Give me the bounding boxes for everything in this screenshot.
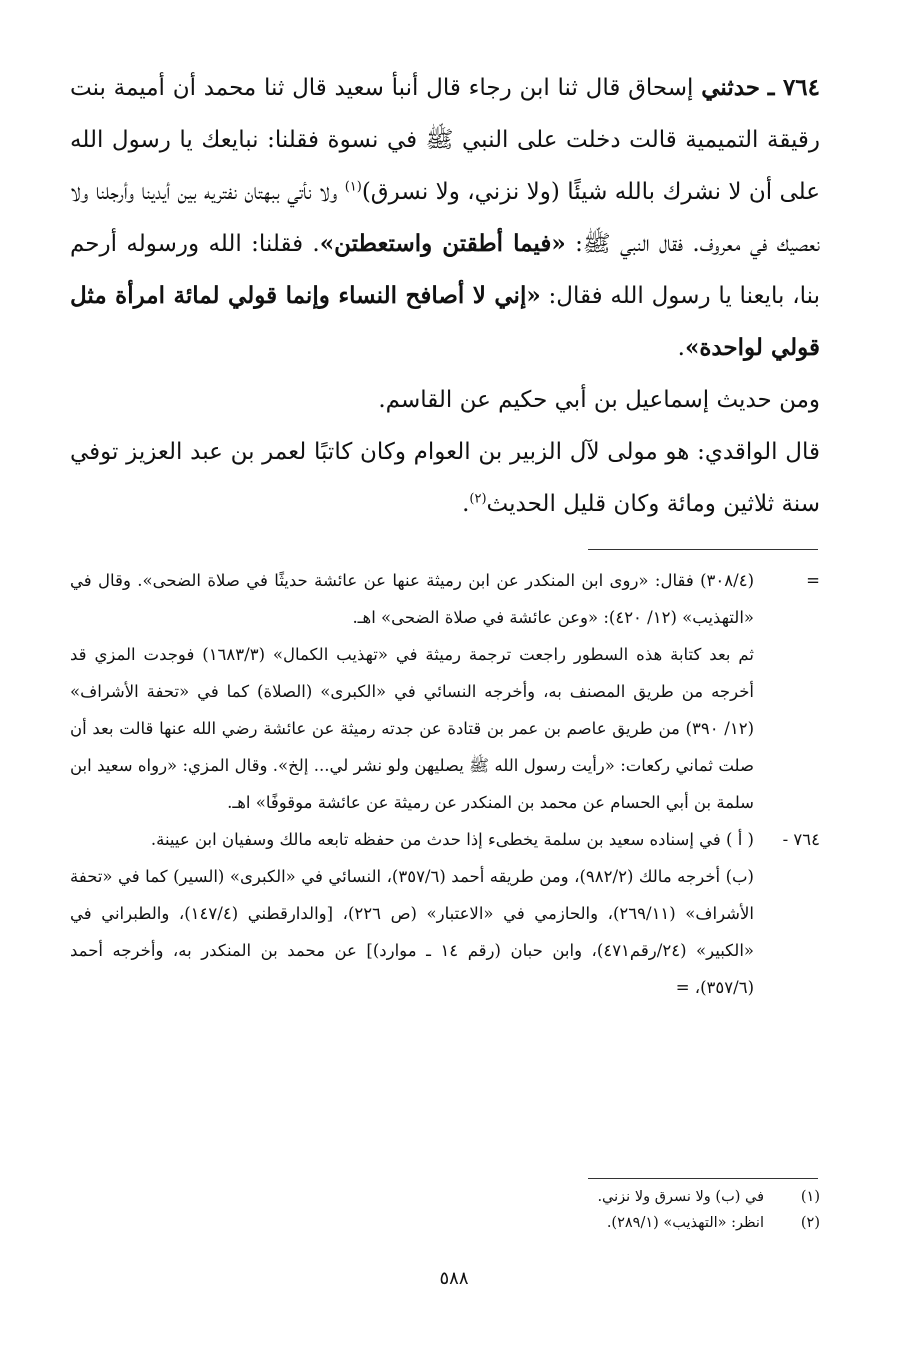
footnotes [70, 1184, 820, 1236]
footnote-1-number: (١) [800, 1189, 820, 1205]
hadith-text-end: . [677, 335, 685, 361]
note-paragraph-2: ثم بعد كتابة هذه السطور راجعت ترجمة رميثة في «تهذيب الكمال» (١٦٨٣/٣) فوجدت المزي قد أخرجه من طريق المصنف به، وأخرجه النسائي في «الكبرى» (الصلاة) كما في «تحفة الأشراف» (١٢/ ٣٩٠) من طريق عاصم بن عمر بن قتادة عن جدته رميثة عن عائشة رضي الله عنها قالت بعد أن صلت ثماني ركعات: «رأيت رسول الله ﷺ يصليهن ولو نشر لي... إلخ». وقال المزي: «رواه سعيد ابن سلمة بن أبي الحسام عن محمد بن المنكدر عن رميثة عن عائشة موقوفًا» اهـ. [70, 645, 754, 812]
prophet-quote-1: «فيما أطقتن واستعطتن» [319, 230, 566, 257]
note-764-a-text: ( أ ) في إسناده سعيد بن سلمة يخطىء إذا حدث من حفظه تابعه مالك وسفيان ابن عيينة. [150, 830, 754, 849]
footnote-1-text: في (ب) ولا نسرق ولا نزني. [597, 1189, 764, 1205]
waqidi-end: . [462, 491, 470, 517]
footnotes-separator [588, 1178, 818, 1179]
prophet-quote-2: «إني لا أصافح النساء وإنما قولي لمائة امرأة مثل قولي لواحدة» [70, 282, 820, 361]
hadith-text: إسحاق قال ثنا ابن رجاء قال أنبأ سعيد قال ثنا محمد أن أميمة بنت رقيقة التميمية قالت دخلت على النبي ﷺ في نسوة فقلنا: نبايعك يا رسول الله على أن لا نشرك بالله شيئًا (ولا نزني، ولا نسرق) [70, 75, 820, 205]
page-number: ٥٨٨ [439, 1268, 469, 1289]
main-text [70, 62, 820, 530]
notes-section [70, 562, 820, 1006]
note-764-b: (ب) أخرجه مالك (٩٨٢/٢)، ومن طريقه أحمد (٣٥٧/٦)، النسائي في «الكبرى» (السير) كما في «تحفة الأشراف» (٢٦٩/١١)، والحازمي في «الاعتبار» (ص ٢٢٦)، [والدارقطني (١٤٧/٤)، والطبراني في «الكبير» (٢٤/رقم٤٧١)، وابن حبان (رقم ١٤ ـ موارد)] عن محمد بن المنكدر به، وأخرجه أحمد (٣٥٧/٦)، = [70, 867, 755, 997]
footnote-ref-1: (١) [344, 179, 362, 195]
notes-separator [588, 549, 818, 550]
footnote-ref-2: (٢) [469, 491, 487, 507]
note-continuation [70, 562, 820, 636]
footnote-1 [70, 1184, 820, 1210]
hadith-opening: حدثني [701, 74, 761, 101]
waqidi-text: قال الواقدي: هو مولى لآل الزبير بن العوام وكان كاتبًا لعمر بن عبد العزيز توفي سنة ثلاثين ومائة وكان قليل الحديث [70, 439, 820, 517]
note-continuation-text: (٣٠٨/٤) فقال: «روى ابن المنكدر عن ابن رميثة عنها عن عائشة حديثًا في صلاة الضحى». وقال في «التهذيب» (١٢/ ٤٢٠): «وعن عائشة في صلاة الضحى» اهـ. [70, 571, 754, 627]
hadith-paragraph [70, 62, 820, 374]
footnote-2-number: (٢) [800, 1215, 820, 1231]
narration-paragraph: ومن حديث إسماعيل بن أبي حكيم عن القاسم. [378, 387, 820, 413]
hadith-text-mid: . فقلنا: الله ورسوله أرحم بنا، بايعنا يا رسول الله فقال: [70, 231, 820, 309]
footnote-2 [70, 1210, 820, 1236]
waqidi-paragraph [70, 426, 820, 530]
hadith-text-cont: ولا نأتي ببهتان نفتريه بين أيدينا وأرجلنا ولا نعصيك في معروف. فقال النبي ﷺ: [70, 179, 820, 257]
note-764-a [70, 821, 820, 858]
footnote-2-text: انظر: «التهذيب» (٢٨٩/١). [606, 1215, 764, 1231]
note-764-number: ٧٦٤ - [782, 830, 820, 849]
continuation-mark: = [806, 571, 820, 590]
hadith-number: ٧٦٤ ـ [767, 74, 821, 101]
